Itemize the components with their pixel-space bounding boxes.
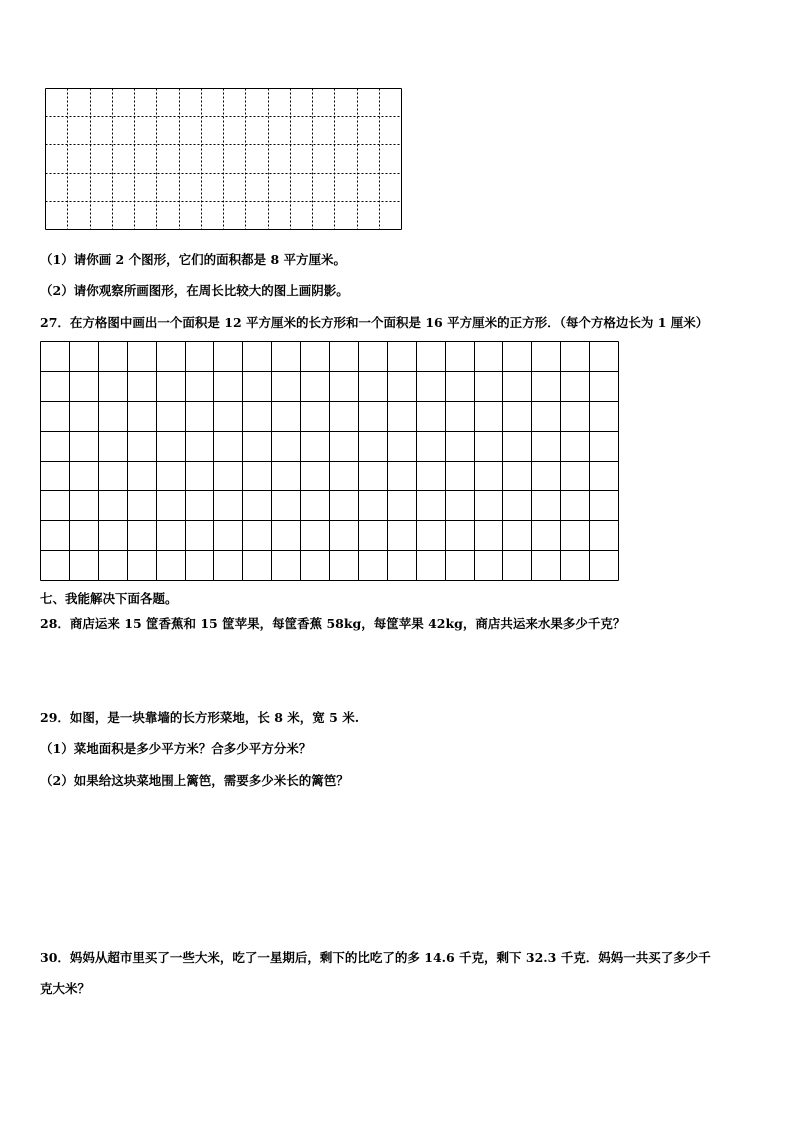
solid-grid-lines xyxy=(40,341,619,581)
question-26-part-2: （2）请你观察所画图形，在周长比较大的图上画阴影。 xyxy=(40,283,349,298)
question-30-line-1: 30．妈妈从超市里买了一些大米，吃了一星期后，剩下的比吃了的多 14.6 千克，剩下 32.3 千克．妈妈一共买了多少千 xyxy=(40,950,711,965)
question-28: 28．商店运来 15 筐香蕉和 15 筐苹果，每筐香蕉 58kg，每筐苹果 42kg，商店共运来水果多少千克？ xyxy=(40,616,626,631)
question-29-part-2: （2）如果给这块菜地围上篱笆，需要多少米长的篱笆？ xyxy=(40,773,349,788)
solid-grid xyxy=(40,341,619,581)
question-29: 29．如图，是一块靠墙的长方形菜地，长 8 米，宽 5 米. xyxy=(40,710,360,725)
section-7-heading: 七、我能解决下面各题。 xyxy=(40,591,178,606)
dashed-grid-lines xyxy=(45,88,402,230)
dashed-grid xyxy=(45,88,402,230)
question-29-part-1: （1）菜地面积是多少平方米？合多少平方分米？ xyxy=(40,741,312,756)
question-27: 27．在方格图中画出一个面积是 12 平方厘米的长方形和一个面积是 16 平方厘米的正方形．（每个方格边长为 1 厘米） xyxy=(40,315,709,330)
question-26-part-1: （1）请你画 2 个图形，它们的面积都是 8 平方厘米。 xyxy=(40,252,347,267)
question-30-line-2: 克大米？ xyxy=(40,981,91,996)
